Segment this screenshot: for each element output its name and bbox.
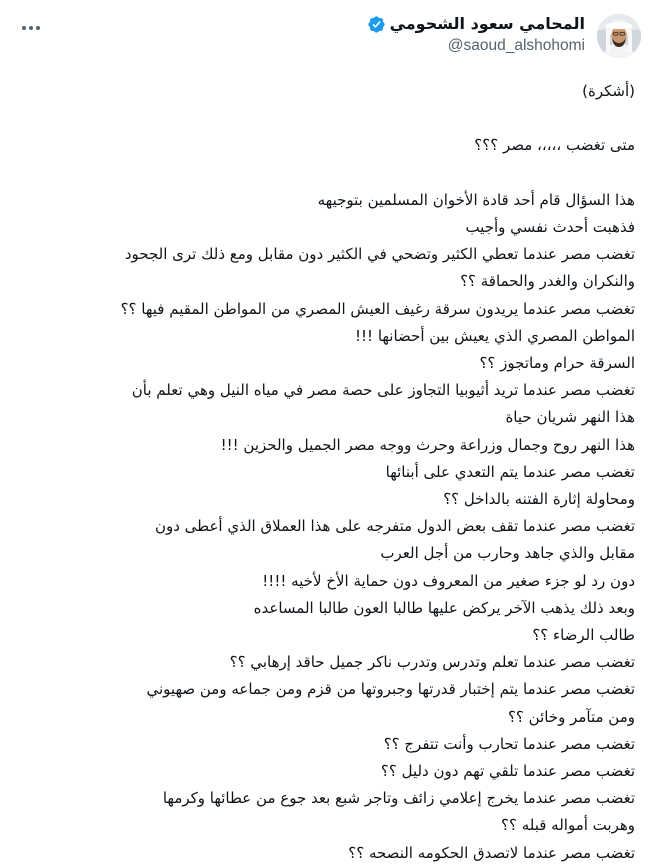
tweet-line: وهربت أمواله قبله ؟؟	[501, 816, 635, 835]
more-horizontal-icon[interactable]	[18, 18, 44, 38]
handle[interactable]: @saoud_alshohomi	[447, 37, 585, 54]
display-name[interactable]: المحامي سعود الشحومي	[389, 14, 585, 33]
tweet-line: تغضب مصر عندما لاتصدق الحكومه النصحه ؟؟	[348, 843, 635, 862]
tweet-question: متى تغضب ،،،،، مصر ؟؟؟	[474, 136, 635, 155]
author-names	[367, 14, 585, 56]
verified-badge-icon	[367, 15, 386, 34]
tweet-line: والنكران والغدر والحماقة ؟؟	[460, 272, 635, 291]
tweet-line: تغضب مصر عندما تعطي الكثير وتضحي في الكثير دون مقابل ومع ذلك ترى الجحود	[124, 245, 635, 264]
tweet-line: ومحاولة إثارة الفتنه بالداخل ؟؟	[443, 490, 635, 509]
tweet-line: فذهبت أحدث نفسي وأجيب	[465, 217, 635, 236]
tweet-line: تغضب مصر عندما تقف بعض الدول متفرجه على هذا العملاق الذي أعطى دون	[154, 517, 635, 536]
tweet-line: تغضب مصر عندما تحارب وأنت تتفرج ؟؟	[383, 734, 635, 753]
tweet-line: تغضب مصر عندما يتم التعدي على أبنائها	[385, 462, 635, 481]
tweet-line: تغضب مصر عندما يخرج إعلامي زائف وتاجر شبع بعد جوع من عطائها وكرمها	[162, 789, 635, 808]
tweet-line: هذا النهر شريان حياة	[505, 408, 635, 427]
tweet-line: ومن متآمر وخائن ؟؟	[507, 707, 635, 726]
tweet-text	[14, 78, 635, 867]
tweet-line: تغضب مصر عندما يتم إختبار قدرتها وجبروتها من قزم ومن جماعه ومن صهيوني	[146, 680, 635, 699]
tweet-heading: (أشكرة)	[582, 82, 635, 100]
tweet-line: المواطن المصري الذي يعيش بين أحضانها !!!	[355, 326, 635, 345]
display-name-row	[367, 14, 585, 34]
tweet-line: تغضب مصر عندما يريدون سرقة رغيف العيش المصري من المواطن المقيم فيها ؟؟	[120, 299, 635, 318]
tweet-line: تغضب مصر عندما تريد أثيوبيا التجاوز على حصة مصر في مياه النيل وهي تعلم بأن	[131, 381, 635, 400]
tweet-line: طالب الرضاء ؟؟	[532, 626, 635, 645]
tweet-line: تغضب مصر عندما تلقي تهم دون دليل ؟؟	[380, 762, 635, 781]
tweet-line: وبعد ذلك يذهب الآخر يركض عليها طالبا العون طالبا المساعده	[253, 598, 635, 617]
tweet-line: هذا السؤال قام أحد قادة الأخوان المسلمين بتوجيهه	[317, 190, 635, 209]
blank-line	[14, 105, 635, 132]
tweet-line: مقابل والذي جاهد وحارب من أجل العرب	[380, 544, 635, 563]
tweet-line: هذا النهر روح وجمال وزراعة وحرث ووجه مصر الجميل والحزين !!!	[220, 435, 635, 454]
tweet-line: السرقة حرام وماتجوز ؟؟	[479, 354, 635, 372]
tweet-header	[12, 12, 641, 62]
blank-line	[14, 160, 635, 187]
avatar[interactable]	[597, 14, 641, 58]
avatar-image	[597, 14, 641, 58]
tweet-line: دون رد لو جزء صغير من المعروف دون حماية الأخ لأخيه !!!!	[262, 571, 635, 590]
tweet-line: تغضب مصر عندما تعلم وتدرس وتدرب ناكر جميل حاقد إرهابي ؟؟	[229, 653, 635, 672]
